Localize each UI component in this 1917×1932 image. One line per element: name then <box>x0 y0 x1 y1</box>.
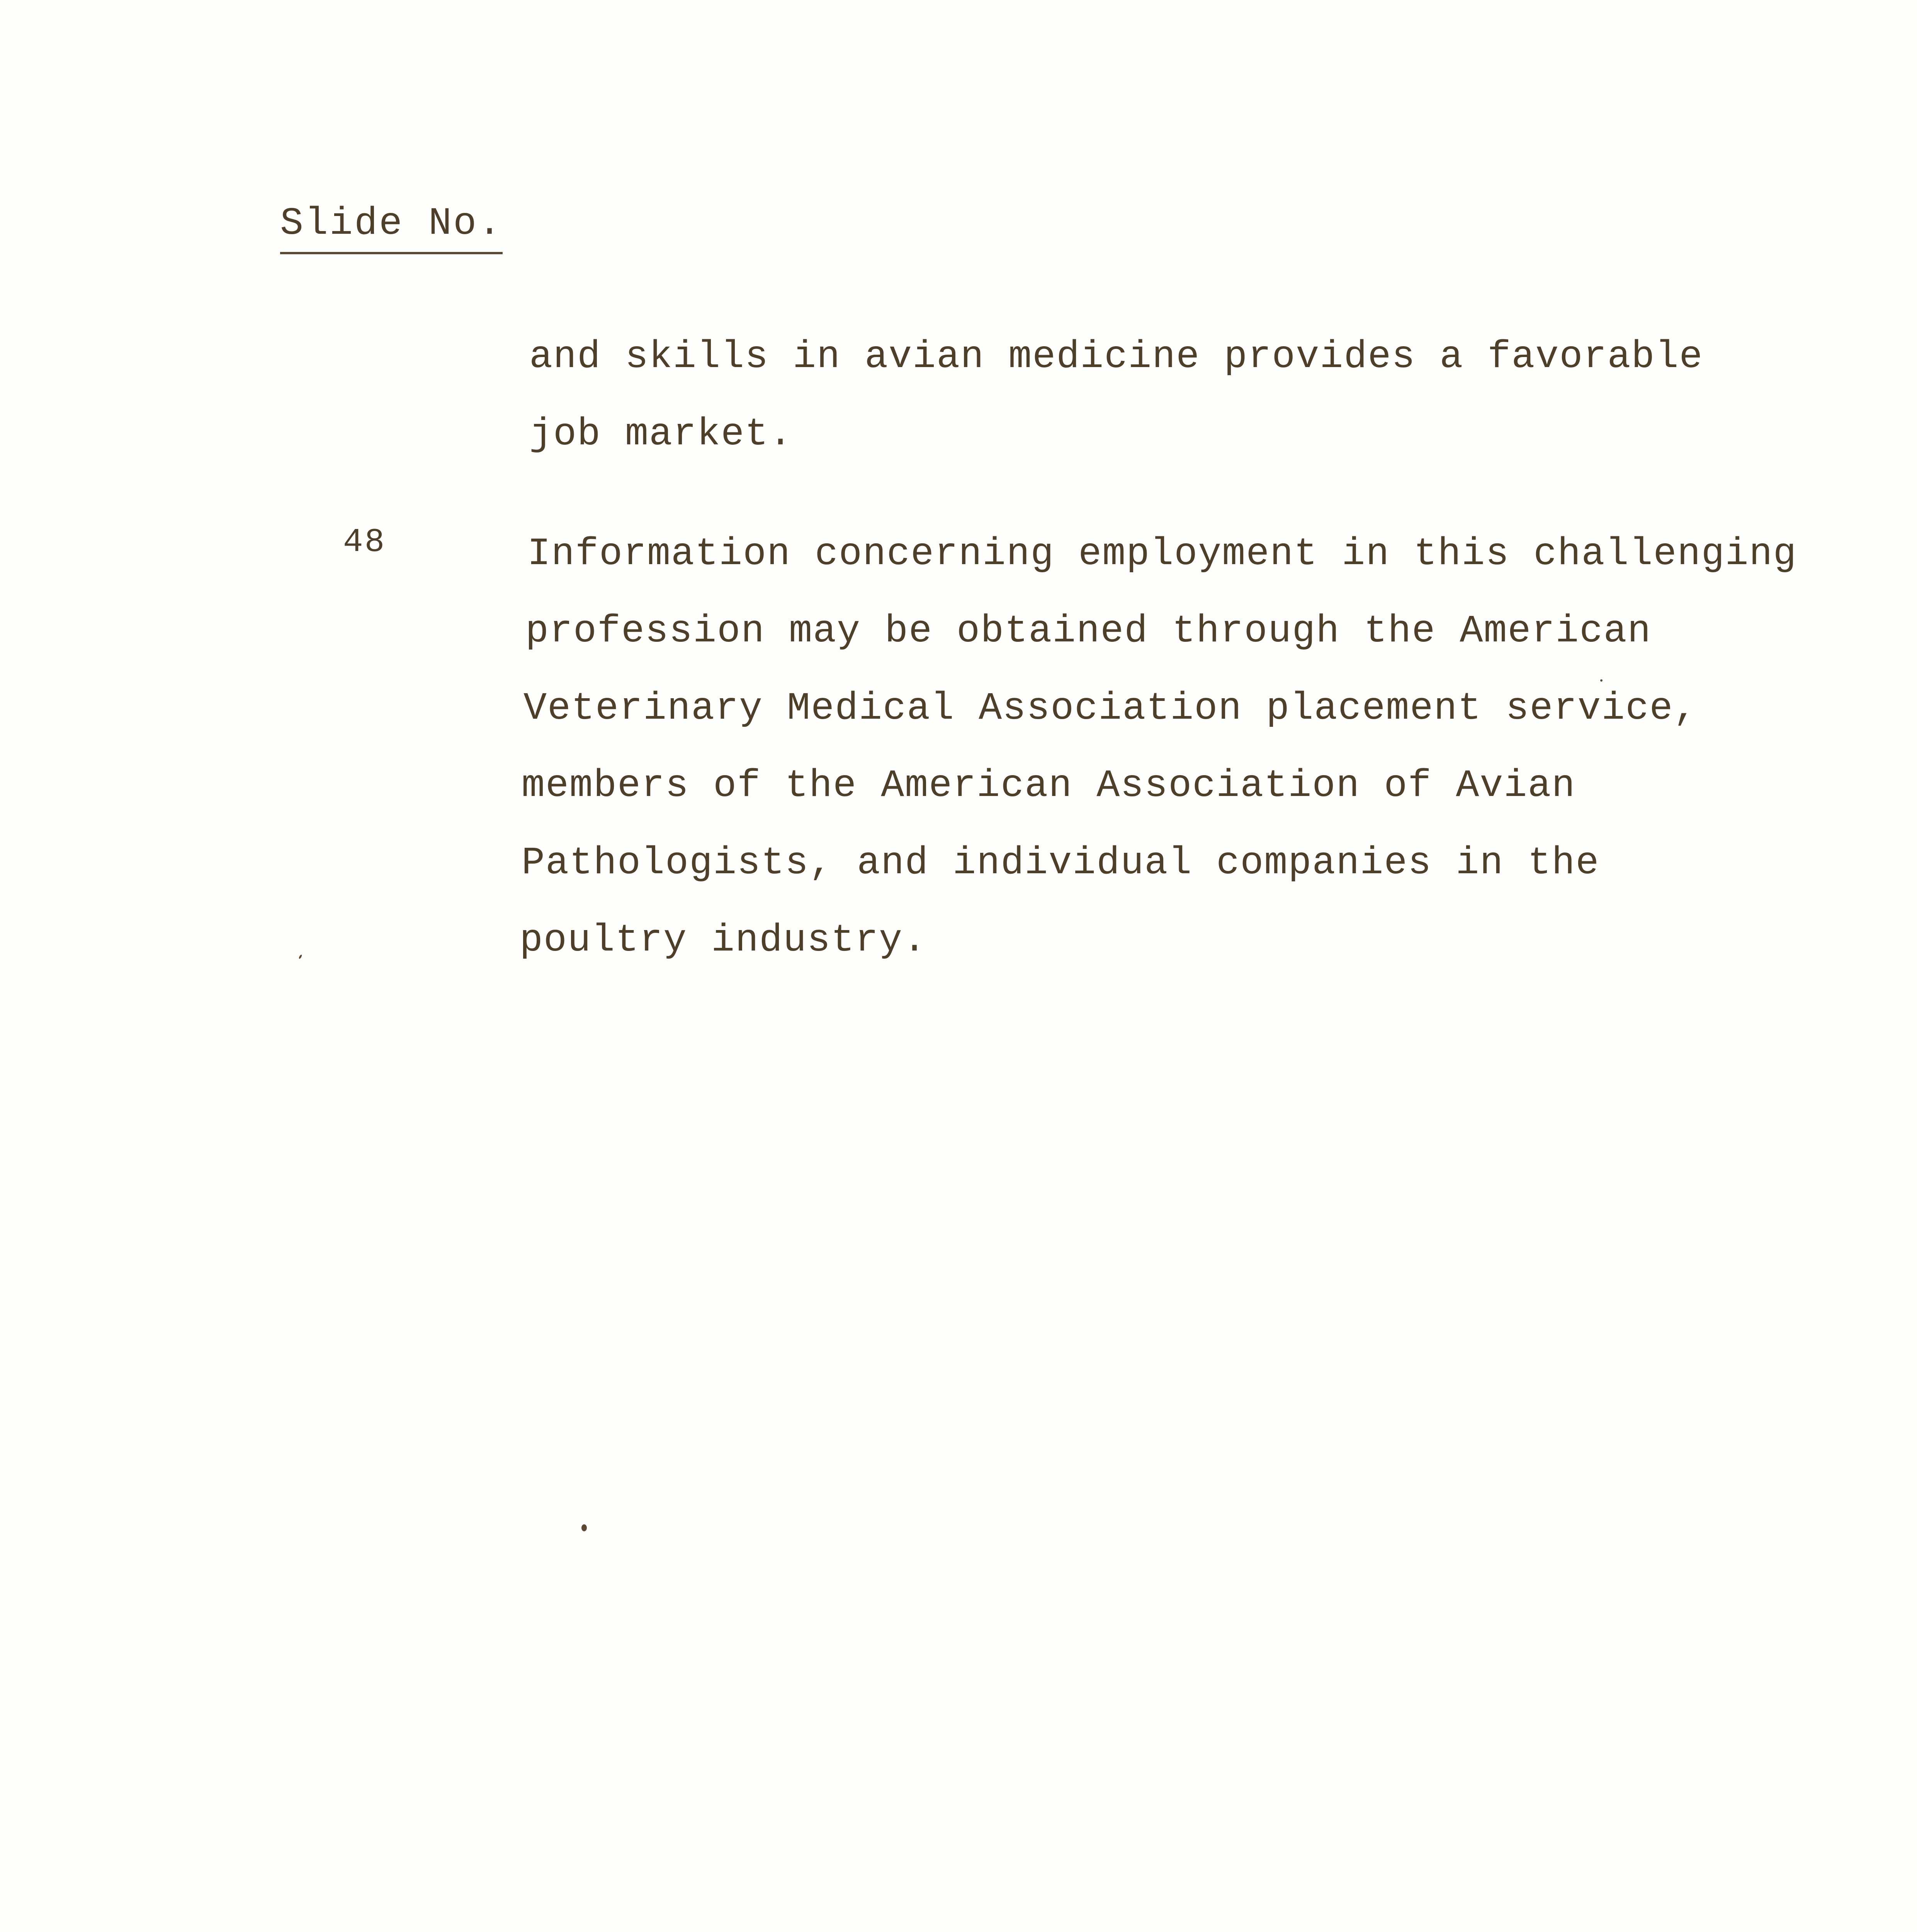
slide-number-column-heading: Slide No. <box>280 205 503 254</box>
entry-48-line-5: Pathologists, and individual companies in the <box>522 842 1600 885</box>
entry-48-line-4: members of the American Association of Avian <box>522 764 1576 808</box>
entry-48-line-2: profession may be obtained through the American <box>525 610 1652 653</box>
entry-48-line-3: Veterinary Medical Association placement service, <box>523 687 1698 731</box>
continuation-line-1: and skills in avian medicine provides a favorable <box>529 335 1703 379</box>
slide-number-48: 48 <box>343 523 386 561</box>
ink-speck <box>1600 679 1603 682</box>
entry-48-line-1: Information concerning employment in this challenging <box>527 532 1797 576</box>
continuation-line-2: job market. <box>529 413 793 456</box>
entry-48-line-6: poultry industry. <box>520 919 927 963</box>
ink-speck <box>581 1524 587 1531</box>
ink-speck <box>298 954 302 959</box>
